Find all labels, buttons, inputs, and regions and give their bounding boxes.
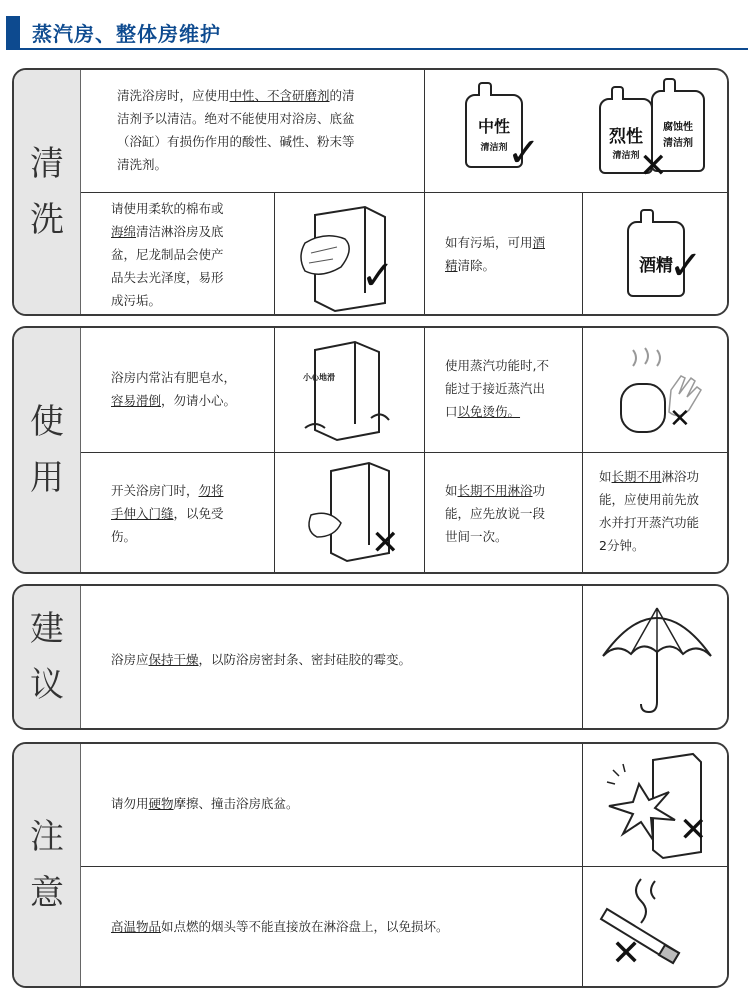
umbrella-icon (583, 586, 729, 730)
text-span: 如 (599, 469, 612, 484)
text-line (111, 220, 271, 243)
bottle-sublabel: 清洁剂 (480, 143, 508, 153)
side-char: 清 (30, 144, 64, 184)
side-char: 使 (30, 402, 64, 442)
cleaning-row1-text (117, 84, 417, 176)
page-title: 蒸汽房、整体房维护 (32, 22, 221, 46)
section-advice (12, 584, 729, 730)
text-span: 2分钟。 (599, 538, 645, 553)
cleaning-alcohol-bottle-cell (582, 192, 729, 316)
section-cleaning (12, 68, 729, 316)
header-accent-bar (6, 16, 20, 48)
advice-text-cell (81, 586, 582, 730)
notice-impact-illustration-cell (582, 744, 729, 866)
text-line (117, 130, 417, 153)
underlined-text: 勿将 (198, 483, 224, 498)
text-line (111, 479, 276, 502)
text-span: 浴房内常沾有肥皂水， (111, 370, 237, 385)
text-span: 如点燃的烟头等不能直接放在淋浴盘上，以免损坏。 (161, 919, 449, 934)
text-span: 如 (445, 483, 458, 498)
notice-row1-text (111, 792, 571, 815)
underlined-text: 手伸入门缝 (111, 506, 174, 521)
text-line (599, 534, 729, 557)
underlined-text: 中性、不含研磨剂 (229, 88, 330, 103)
text-span: 口 (445, 404, 458, 419)
advice-umbrella-cell (582, 586, 729, 730)
underlined-text: 容易滑倒 (111, 393, 162, 408)
cigarette-icon (583, 867, 729, 988)
text-line (445, 525, 581, 548)
usage-slip-illustration-cell (274, 328, 424, 452)
cross-icon: ✕ (371, 523, 400, 563)
cross-icon: ✕ (639, 146, 668, 186)
text-span: 浴房应 (111, 652, 149, 667)
text-span: 清除。 (457, 258, 496, 273)
cleaning-row2-text (111, 197, 271, 312)
cleaning-row2-text-cell (81, 192, 274, 316)
text-span: 成污垢。 (111, 293, 162, 308)
text-span: 品失去光泽度，易形 (111, 270, 224, 285)
text-span: 使用蒸汽功能时,不 (445, 358, 549, 373)
text-span: 的清 (329, 88, 355, 103)
text-span: 开关浴房门时， (111, 483, 199, 498)
slippery-floor-icon (275, 328, 425, 452)
cleaning-row1-text-cell (81, 70, 424, 192)
underlined-text: 以免烫伤。 (457, 404, 521, 419)
text-span: 摩擦、撞击浴房底盆。 (173, 796, 299, 811)
text-line (111, 366, 276, 389)
cleaning-row1-bottles-cell (424, 70, 729, 192)
text-line (111, 915, 571, 938)
text-span: 清洁淋浴房及底 (136, 224, 224, 239)
text-span: 水并打开蒸汽功能 (599, 515, 700, 530)
text-line (599, 511, 729, 534)
usage-long-idle-text (445, 479, 581, 548)
cross-icon: ✕ (669, 404, 691, 434)
text-span: 盆，尼龙制品会使产 (111, 247, 224, 262)
text-span: ，以免受 (173, 506, 224, 521)
text-span: 伤。 (111, 529, 137, 544)
side-char: 意 (30, 873, 64, 913)
bottle-label: 腐蚀性 (663, 122, 693, 133)
text-line (117, 107, 417, 130)
text-span: ，以防浴房密封条、密封硅胶的霉变。 (198, 652, 412, 667)
text-span: 功 (532, 483, 546, 498)
underlined-text: 硬物 (148, 796, 174, 811)
side-label-cleaning (14, 70, 81, 314)
underlined-text: 长期不用淋浴 (457, 483, 533, 498)
page-header (0, 0, 750, 50)
cleaning-alcohol-text (445, 231, 579, 277)
wiping-cloth-icon (275, 193, 425, 316)
text-span: ，勿请小心。 (161, 393, 237, 408)
text-line (445, 502, 581, 525)
bottle-label: 中性 (477, 117, 510, 136)
underlined-text: 酒 (532, 235, 546, 250)
usage-row1-text-cell (81, 328, 274, 452)
notice-row2-text (111, 915, 571, 938)
check-icon: ✓ (507, 130, 541, 176)
side-char: 洗 (30, 200, 64, 240)
usage-steam-text-cell (424, 328, 582, 452)
text-line (111, 648, 571, 671)
side-char: 议 (30, 665, 64, 705)
usage-steam-preheat-text (599, 465, 729, 557)
advice-text (111, 648, 571, 671)
text-line (111, 243, 271, 266)
text-line (445, 254, 579, 277)
text-line (117, 153, 417, 176)
notice-row1-text-cell (81, 744, 582, 866)
text-span: 能，应使用前先放 (599, 492, 700, 507)
text-span: （浴缸）有损伤作用的酸性、碱性、粉末等 (117, 134, 355, 149)
text-line (445, 231, 579, 254)
cross-icon: ✕ (679, 810, 708, 850)
check-icon: ✓ (361, 253, 395, 299)
text-span: 请勿用 (111, 796, 149, 811)
notice-row2-text-cell (81, 866, 582, 988)
text-line (111, 389, 276, 412)
bottle-label: 烈性 (609, 127, 643, 147)
text-line (111, 792, 571, 815)
underlined-text: 保持干燥 (148, 652, 199, 667)
usage-steam-text (445, 354, 581, 423)
text-span: 如有污垢，可用 (445, 235, 533, 250)
usage-steam-illustration-cell (582, 328, 729, 452)
check-icon: ✓ (669, 243, 703, 289)
cross-icon: ✕ (611, 933, 642, 974)
text-span: 清洗浴房时，应使用 (117, 88, 230, 103)
text-line (445, 479, 581, 502)
side-char: 建 (30, 609, 64, 649)
usage-steam-preheat-text-cell (582, 452, 729, 574)
side-char: 注 (30, 817, 64, 857)
usage-long-idle-text-cell (424, 452, 582, 574)
text-line (111, 502, 276, 525)
section-notice (12, 742, 729, 988)
cleaning-alcohol-text-cell (424, 192, 582, 316)
cleaning-cloth-illustration-cell (274, 192, 424, 316)
steam-outlet-hand-icon (583, 328, 729, 452)
bottle-label: 酒精 (639, 256, 673, 276)
text-line (445, 377, 581, 400)
bottle-sublabel: 清洁剂 (663, 138, 693, 149)
text-span: 能，应先放说一段 (445, 506, 546, 521)
text-span: 淋浴功 (661, 469, 700, 484)
door-gap-hand-icon (275, 453, 425, 574)
text-span: 能过于接近蒸汽出 (445, 381, 546, 396)
usage-row1-text (111, 366, 276, 412)
underlined-text: 精 (445, 258, 458, 273)
section-usage (12, 326, 729, 574)
usage-row2-text-cell (81, 452, 274, 574)
underlined-text: 海绵 (111, 224, 137, 239)
side-char: 用 (30, 458, 64, 498)
text-line (111, 289, 271, 312)
text-line (599, 465, 729, 488)
notice-cigarette-illustration-cell (582, 866, 729, 988)
side-label-usage (14, 328, 81, 572)
usage-door-illustration-cell (274, 452, 424, 574)
text-line (111, 266, 271, 289)
text-line (445, 400, 581, 423)
bottle-sublabel: 清洁剂 (612, 151, 640, 161)
underlined-text: 长期不用 (611, 469, 662, 484)
text-line (445, 354, 581, 377)
side-label-notice (14, 744, 81, 986)
side-label-advice (14, 586, 81, 728)
header-rule (6, 48, 748, 50)
text-span: 请使用柔软的棉布或 (111, 201, 224, 216)
slip-warning-sign: 小心地滑 (303, 373, 335, 382)
text-span: 洁剂予以清洁。绝对不能使用对浴房、底盆 (117, 111, 355, 126)
text-line (111, 525, 276, 548)
text-span: 清洗剂。 (117, 157, 168, 172)
text-span: 世间一次。 (445, 529, 508, 544)
text-line (111, 197, 271, 220)
text-line (117, 84, 417, 107)
usage-row2-text (111, 479, 276, 548)
underlined-text: 高温物品 (111, 919, 162, 934)
text-line (599, 488, 729, 511)
